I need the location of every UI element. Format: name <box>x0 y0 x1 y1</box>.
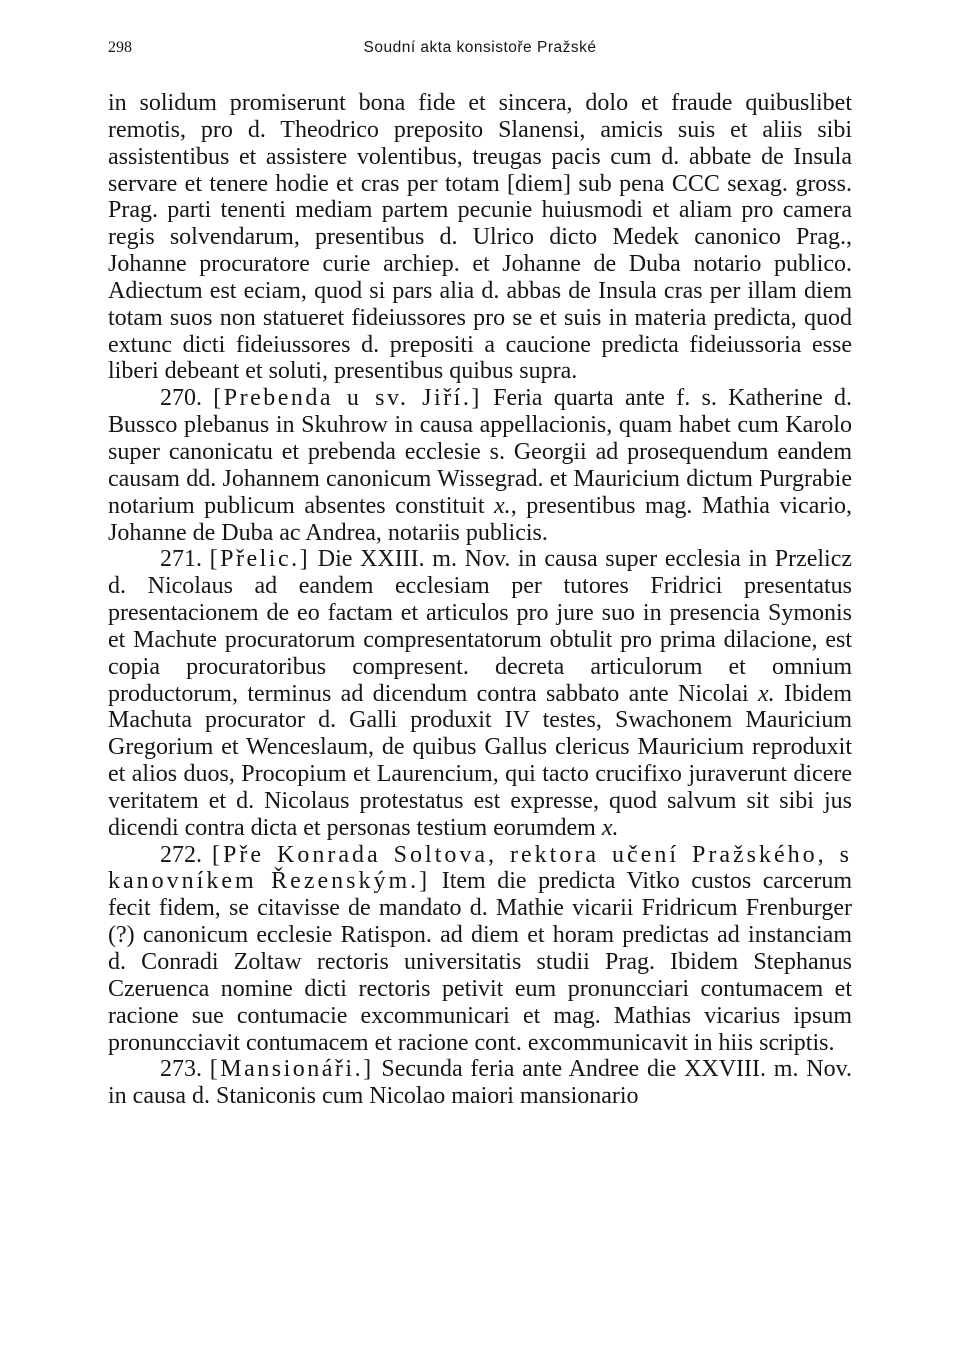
entry-text: Feria quarta ante f. s. Katherine d. Bussco plebanus in Skuhrow in causa appellacionis, quam habet cum Karolo super canonicatu et prebenda ecclesie s. Georgii ad prosequendum eandem causam dd. Johannem canonicum Wissegrad. et Mauricium dictum Purgrabie notarium publicum absentes constituit <box>108 385 853 519</box>
entry-heading: [Prebenda u sv. Jiří.] <box>213 385 482 412</box>
entry-number: 273. <box>160 1056 202 1083</box>
entry-text: Item die predicta Vitko custos carcerum fecit fidem, se citavisse de mandato d. Mathie vicarii Fridricum Frenburger (?) canonicum ecclesie Ratispon. ad diem et horam predictas ad instanciam d. Conradi Zoltaw rectoris universitatis studii Prag. Ibidem Stephanus Czeruenca nomine dicti rectoris petivit eum pronuncciari contumacem et racione sue contumacie excommunicari et mag. Mathias vicarius ipsum pronuncciavit contumacem et racione cont. excommunicavit in hiis scriptis. <box>108 868 853 1056</box>
running-title: Soudní akta konsistoře Pražské <box>363 39 597 56</box>
body-text <box>108 90 852 1110</box>
etc-abbreviation: x. <box>601 814 619 841</box>
etc-abbreviation: x. <box>758 680 775 707</box>
entry-heading: [Mansionáři.] <box>209 1056 374 1083</box>
paragraph-continuation <box>108 90 852 385</box>
entry-271 <box>108 546 852 841</box>
entry-text: , presentibus mag. Mathia vicario, Johanne de Duba ac Andrea, notariis publicis. <box>108 492 853 546</box>
entry-number: 271. <box>160 546 202 573</box>
etc-abbreviation: x. <box>494 492 511 519</box>
entry-273 <box>108 1056 852 1110</box>
entry-text: Secunda feria ante Andree die XXVIII. m. Nov. in causa d. Staniconis cum Nicolao maiori mansionario <box>108 1056 853 1110</box>
entry-heading: [Přelic.] <box>209 546 311 573</box>
entry-text: Die XXIII. m. Nov. in causa super ecclesia in Przelicz d. Nicolaus ad eandem ecclesiam per tutores Fridrici presentatus presentacionem de eo factam et articulos pro jure suo in presencia Symonis et Machute procuratorum compresentatorum obtulit pro prima dilacione, est copia procuratoribus compresent. decreta articulorum et omnium productorum, terminus ad dicendum contra sabbato ante Nicolai <box>108 546 853 707</box>
page-number: 298 <box>108 39 132 56</box>
entry-number: 270. <box>160 385 202 412</box>
entry-270 <box>108 385 852 546</box>
entry-272 <box>108 842 852 1057</box>
entry-text: Ibidem Machuta procurator d. Galli produxit IV testes, Swachonem Mauricium Gregorium et Wenceslaum, de quibus Gallus clericus Mauricium reproduxit et alios duos, Procopium et Laurencium, qui tacto crucifixo juraverunt dicere veritatem et d. Nicolaus protestatus est expresse, quod salvum sit sibi jus dicendi contra dicta et personas testium eorumdem <box>108 680 852 841</box>
entry-number: 272. <box>160 841 202 868</box>
paragraph-text: in solidum promiserunt bona fide et sincera, dolo et fraude quibuslibet remotis, pro d. Theodrico preposito Slanensi, amicis suis et aliis sibi assistentibus et assistere volentibus, treugas pacis cum d. abbate de Insula servare et tenere hodie et cras per totam [diem] sub pena CCC sexag. gross. Prag. parti tenenti mediam partem pecunie huiusmodi et aliam pro camera regis solvendarum, presentibus d. Ulrico dicto Medek canonico Prag., Johanne procuratore curie archiep. et Johanne de Duba notario publico. Adiectum est eciam, quod si pars alia d. abbas de Insula cras per illam diem totam suos non statueret fideiussores pro se et suis in materia predicta, quod extunc dicti fideiussores d. prepositi a caucione predicta fideiussoria esse liberi debeant et soluti, presentibus quibus supra. <box>108 90 852 385</box>
entry-heading: [Pře Konrada Soltova, rektora učení Pražského, s kanovníkem Řezenským.] <box>108 841 853 895</box>
page-header <box>108 36 852 60</box>
